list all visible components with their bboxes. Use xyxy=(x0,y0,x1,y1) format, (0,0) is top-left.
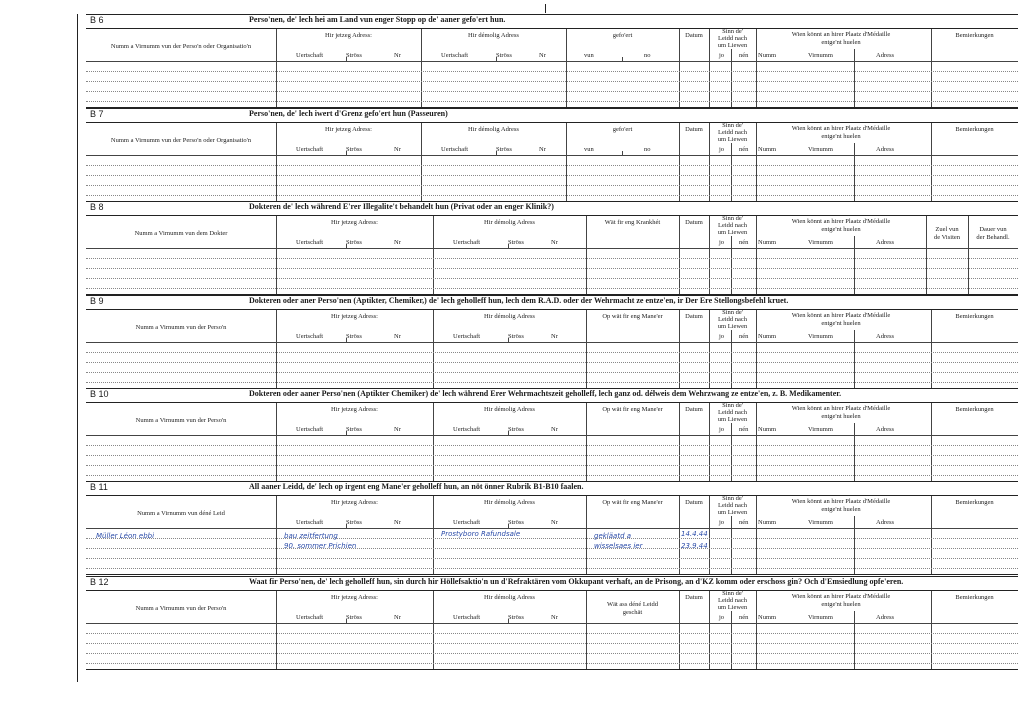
uertschaft-label: Uertschaft xyxy=(296,333,324,340)
medal-header: Wien könnt an hirer Plaatz d'Médaille entge'nt huelen xyxy=(791,498,891,513)
entry-row[interactable] xyxy=(86,633,1018,634)
section-table xyxy=(86,310,1018,389)
maner-header: Op wät fir eng Mane'er xyxy=(602,499,663,506)
entry-row[interactable] xyxy=(86,362,1018,363)
column-divider xyxy=(679,591,680,669)
section-table xyxy=(86,216,1018,295)
uertschaft-label: Uertschaft xyxy=(296,52,324,59)
entry-row[interactable] xyxy=(86,71,1018,72)
jo-label: jo xyxy=(719,146,725,153)
handwritten-manner: wisselsaes ier xyxy=(594,542,643,550)
virnumm-label: Virnumm xyxy=(808,52,833,59)
column-divider xyxy=(586,496,587,574)
medal-col-divider xyxy=(854,143,855,201)
gefoert-header: gefo'ert xyxy=(612,32,633,39)
stross-label: Ströss xyxy=(508,239,524,246)
medal-header: Wien könnt an hirer Plaatz d'Médaille entge'nt huelen xyxy=(791,125,891,140)
column-divider xyxy=(586,216,587,294)
former-address-header: Hir démolig Adress xyxy=(484,313,535,320)
form-page xyxy=(77,14,1016,682)
no-label: no xyxy=(644,52,651,59)
nen-label: nén xyxy=(739,239,749,246)
name-column-header: Numm a Virnumm vun der Perso'n xyxy=(135,417,227,424)
former-address-header: Hir démolig Adress xyxy=(484,499,535,506)
sinn-header: Sinn de' Leidd nach um Liewen xyxy=(717,309,748,330)
medal-col-divider xyxy=(854,516,855,574)
uertschaft-label: Uertschaft xyxy=(453,614,481,621)
vun-label: vun xyxy=(584,52,594,59)
column-divider xyxy=(276,29,277,107)
medal-header: Wien könnt an hirer Plaatz d'Médaille entge'nt huelen xyxy=(791,31,891,46)
section-header xyxy=(86,14,1018,29)
stross-label: Ströss xyxy=(346,614,362,621)
entry-row[interactable] xyxy=(86,278,1018,279)
header-bottom-rule xyxy=(86,342,1018,343)
section-title: Dokteren oder aaner Perso'nen (Aptikter Chemiker) de' lech während Erer Wehrmachtszeit geholleff, lech ganz od. délweis dem Wehrzwang ze entze'en, z. B. Medikamenter. xyxy=(249,389,842,398)
datum-header: Datum xyxy=(685,126,703,133)
former-address-header: Hir démolig Adress xyxy=(468,126,519,133)
section-id: B 8 xyxy=(90,202,104,212)
column-divider xyxy=(679,216,680,294)
entry-row[interactable] xyxy=(86,382,1018,383)
entry-row[interactable] xyxy=(86,268,1018,269)
numm-label: Numm xyxy=(758,146,777,153)
current-address-header: Hir jetzeg Adress: xyxy=(331,594,378,601)
nr-label: Nr xyxy=(551,614,558,621)
section-title: Perso'nen, de' lech hei am Land vun enger Stopp op de' aaner gefo'ert hun. xyxy=(249,15,506,24)
former-address-header: Hir démolig Adress xyxy=(484,406,535,413)
section-id: B 9 xyxy=(90,296,104,306)
medal-header: Wien könnt an hirer Plaatz d'Médaille entge'nt huelen xyxy=(791,312,891,327)
uertschaft-label: Uertschaft xyxy=(453,519,481,526)
nen-label: nén xyxy=(739,52,749,59)
virnumm-label: Virnumm xyxy=(808,333,833,340)
column-divider xyxy=(276,591,277,669)
nen-label: nén xyxy=(739,146,749,153)
sinn-header: Sinn de' Leidd nach um Liewen xyxy=(717,495,748,516)
stross-label: Ströss xyxy=(496,52,512,59)
entry-row[interactable] xyxy=(86,538,1018,539)
column-divider xyxy=(679,29,680,107)
section-table xyxy=(86,591,1018,670)
entry-row[interactable] xyxy=(86,175,1018,176)
header-bottom-rule xyxy=(86,248,1018,249)
entry-row[interactable] xyxy=(86,445,1018,446)
stross-label: Ströss xyxy=(346,426,362,433)
entry-row[interactable] xyxy=(86,455,1018,456)
adress-label: Adress xyxy=(876,333,895,340)
sinn-header: Sinn de' Leidd nach um Liewen xyxy=(717,215,748,236)
bemierkungen-header: Bemierkungen xyxy=(955,594,994,601)
name-column-header: Numm a Virnumm vun der Perso'n xyxy=(135,324,227,331)
column-divider xyxy=(931,123,932,201)
name-column-header: Numm a Virnumm vun der Perso'n xyxy=(135,605,227,612)
zuel-header: Zuel vun de Visiten xyxy=(933,226,961,241)
column-divider xyxy=(931,403,932,481)
section-b12 xyxy=(86,576,1018,670)
handwritten-current-address: 90. sommer Prichien xyxy=(284,542,357,550)
leidd-header: Wät ass déné Leidd geschät xyxy=(606,601,659,616)
numm-label: Numm xyxy=(758,519,777,526)
nr-label: Nr xyxy=(551,426,558,433)
entry-row[interactable] xyxy=(86,258,1018,259)
former-address-header: Hir démolig Adress xyxy=(484,219,535,226)
former-address-header: Hir démolig Adress xyxy=(468,32,519,39)
entry-row[interactable] xyxy=(86,165,1018,166)
entry-row[interactable] xyxy=(86,465,1018,466)
column-divider xyxy=(276,216,277,294)
datum-header: Datum xyxy=(685,219,703,226)
adress-label: Adress xyxy=(876,239,895,246)
column-divider xyxy=(276,310,277,388)
section-b9 xyxy=(86,295,1018,389)
vun-label: vun xyxy=(584,146,594,153)
column-divider xyxy=(931,591,932,669)
section-id: B 6 xyxy=(90,15,104,25)
column-divider xyxy=(421,29,422,107)
header-bottom-rule xyxy=(86,435,1018,436)
nr-label: Nr xyxy=(394,333,401,340)
jo-label: jo xyxy=(719,52,725,59)
jo-label: jo xyxy=(719,614,725,621)
medal-col-divider xyxy=(854,49,855,107)
column-divider xyxy=(679,123,680,201)
handwritten-manner: gekläatd a xyxy=(594,532,632,540)
section-header xyxy=(86,481,1018,496)
name-column-header: Numm a Virnumm vun der Perso'n oder Organisatio'n xyxy=(110,43,252,50)
uertschaft-label: Uertschaft xyxy=(453,333,481,340)
sinn-header: Sinn de' Leidd nach um Liewen xyxy=(717,28,748,49)
stross-label: Ströss xyxy=(508,333,524,340)
nr-label: Nr xyxy=(394,239,401,246)
stross-label: Ströss xyxy=(508,614,524,621)
jo-nen-divider xyxy=(731,49,732,107)
medal-col-divider xyxy=(854,330,855,388)
uertschaft-label: Uertschaft xyxy=(296,519,324,526)
entry-row[interactable] xyxy=(86,352,1018,353)
column-divider xyxy=(679,403,680,481)
virnumm-label: Virnumm xyxy=(808,146,833,153)
current-address-header: Hir jetzeg Adress: xyxy=(325,126,372,133)
medal-col-divider xyxy=(854,236,855,294)
stross-label: Ströss xyxy=(496,146,512,153)
nr-label: Nr xyxy=(394,426,401,433)
column-divider xyxy=(931,29,932,107)
header-bottom-rule xyxy=(86,528,1018,529)
column-divider xyxy=(931,496,932,574)
column-divider xyxy=(586,403,587,481)
nen-label: nén xyxy=(739,519,749,526)
column-divider xyxy=(566,123,567,201)
datum-header: Datum xyxy=(685,594,703,601)
adress-label: Adress xyxy=(876,146,895,153)
medal-col-divider xyxy=(854,611,855,669)
bemierkungen-header: Bemierkungen xyxy=(955,32,994,39)
uertschaft-label: Uertschaft xyxy=(453,239,481,246)
entry-row[interactable] xyxy=(86,91,1018,92)
jo-label: jo xyxy=(719,333,725,340)
nr-label: Nr xyxy=(551,333,558,340)
column-divider xyxy=(276,123,277,201)
numm-label: Numm xyxy=(758,614,777,621)
section-table xyxy=(86,496,1018,575)
section-table xyxy=(86,123,1018,202)
nr-label: Nr xyxy=(394,519,401,526)
krankheet-header: Wät fir eng Krankhét xyxy=(604,219,661,226)
entry-row[interactable] xyxy=(86,663,1018,664)
datum-header: Datum xyxy=(685,499,703,506)
entry-row[interactable] xyxy=(86,185,1018,186)
name-column-header: Numm a Virnumm vun dem Dokter xyxy=(134,230,228,237)
section-title: Dokteren de' lech während E'rer Illegalite't behandelt hun (Privat oder an enger Klinik?) xyxy=(249,202,554,211)
virnumm-label: Virnumm xyxy=(808,614,833,621)
numm-label: Numm xyxy=(758,333,777,340)
column-divider xyxy=(276,496,277,574)
section-b8 xyxy=(86,201,1018,295)
uertschaft-label: Uertschaft xyxy=(453,426,481,433)
section-title: Dokteren oder aner Perso'nen (Aptikter, Chemiker,) de' lech geholleff hun, lech dem R.A.D. oder der Wehrmacht ze entze'en, ir Der Ere Stellongsbefehl kruet. xyxy=(249,296,789,305)
entry-row[interactable] xyxy=(86,558,1018,559)
adress-label: Adress xyxy=(876,52,895,59)
section-header xyxy=(86,201,1018,216)
current-address-header: Hir jetzeg Adress: xyxy=(331,219,378,226)
handwritten-name: Müller Léon ebbi xyxy=(96,532,155,540)
jo-nen-divider xyxy=(731,236,732,294)
stross-label: Ströss xyxy=(346,519,362,526)
column-divider xyxy=(679,310,680,388)
current-address-header: Hir jetzeg Adress: xyxy=(331,499,378,506)
bemierkungen-header: Bemierkungen xyxy=(955,313,994,320)
virnumm-label: Virnumm xyxy=(808,426,833,433)
entry-row[interactable] xyxy=(86,81,1018,82)
section-b6 xyxy=(86,14,1018,108)
adress-label: Adress xyxy=(876,519,895,526)
section-header xyxy=(86,576,1018,591)
nr-label: Nr xyxy=(551,239,558,246)
section-header xyxy=(86,108,1018,123)
nr-label: Nr xyxy=(394,614,401,621)
current-address-header: Hir jetzeg Adress: xyxy=(325,32,372,39)
virnumm-label: Virnumm xyxy=(808,239,833,246)
nr-label: Nr xyxy=(539,52,546,59)
section-header xyxy=(86,388,1018,403)
jo-label: jo xyxy=(719,239,725,246)
section-title: All aaner Leidd, de' lech op irgent eng Mane'er geholleff hun, an nöt önner Rubrik B1-B10 faalen. xyxy=(249,482,584,491)
datum-header: Datum xyxy=(685,313,703,320)
maner-header: Op wät fir eng Mane'er xyxy=(602,406,663,413)
header-bottom-rule xyxy=(86,155,1018,156)
section-id: B 10 xyxy=(90,389,109,399)
entry-row[interactable] xyxy=(86,288,1018,289)
column-divider xyxy=(433,403,434,481)
dauer-header: Dauer vun der Behandl. xyxy=(976,226,1010,241)
bemierkungen-header: Bemierkungen xyxy=(955,499,994,506)
bemierkungen-header: Bemierkungen xyxy=(955,126,994,133)
handwritten-current-address: bau zeitfertung xyxy=(284,532,338,540)
section-b11 xyxy=(86,481,1018,575)
jo-nen-divider xyxy=(731,423,732,481)
section-title: Waat fir Perso'nen, de' lech geholleff hun, sin durch hir Höllefsaktio'n un d'Refraktären vom Okkupant verhaft, an de Prisong, an d'KZ komm oder erschoss gin? Och d'Emsiedlung opfe'eren. xyxy=(249,577,904,586)
section-id: B 12 xyxy=(90,577,109,587)
numm-label: Numm xyxy=(758,426,777,433)
uertschaft-label: Uertschaft xyxy=(441,52,469,59)
nen-label: nén xyxy=(739,614,749,621)
header-bottom-rule xyxy=(86,623,1018,624)
jo-nen-divider xyxy=(731,143,732,201)
column-divider xyxy=(433,310,434,388)
entry-row[interactable] xyxy=(86,101,1018,102)
column-divider xyxy=(433,496,434,574)
column-divider xyxy=(566,29,567,107)
numm-label: Numm xyxy=(758,52,777,59)
entry-row[interactable] xyxy=(86,643,1018,644)
datum-header: Datum xyxy=(685,32,703,39)
section-header xyxy=(86,295,1018,310)
nen-label: nén xyxy=(739,426,749,433)
medal-col-divider xyxy=(854,423,855,481)
nr-label: Nr xyxy=(394,52,401,59)
medal-header: Wien könnt an hirer Plaatz d'Médaille entge'nt huelen xyxy=(791,593,891,608)
uertschaft-label: Uertschaft xyxy=(296,614,324,621)
nr-label: Nr xyxy=(394,146,401,153)
sinn-header: Sinn de' Leidd nach um Liewen xyxy=(717,590,748,611)
column-divider xyxy=(433,216,434,294)
jo-nen-divider xyxy=(731,516,732,574)
jo-nen-divider xyxy=(731,330,732,388)
section-b10 xyxy=(86,388,1018,482)
uertschaft-label: Uertschaft xyxy=(296,426,324,433)
column-divider xyxy=(679,496,680,574)
section-id: B 7 xyxy=(90,109,104,119)
top-mark xyxy=(545,4,546,13)
section-table xyxy=(86,29,1018,108)
column-divider xyxy=(433,591,434,669)
medal-header: Wien könnt an hirer Plaatz d'Médaille entge'nt huelen xyxy=(791,405,891,420)
entry-row[interactable] xyxy=(86,548,1018,549)
jo-label: jo xyxy=(719,519,725,526)
current-address-header: Hir jetzeg Adress: xyxy=(331,406,378,413)
bemierkungen-header: Bemierkungen xyxy=(955,406,994,413)
stross-label: Ströss xyxy=(346,52,362,59)
nen-label: nén xyxy=(739,333,749,340)
uertschaft-label: Uertschaft xyxy=(441,146,469,153)
header-bottom-rule xyxy=(86,61,1018,62)
section-title: Perso'nen, de' lech iwert d'Grenz gefo'ert hun (Passeuren) xyxy=(249,109,448,118)
section-b7 xyxy=(86,108,1018,202)
handwritten-former-address: Prostyboro Rafundsale xyxy=(441,530,521,538)
name-column-header: Numm a Virnumm vun déné Leid xyxy=(137,510,225,517)
stross-label: Ströss xyxy=(508,519,524,526)
jo-nen-divider xyxy=(731,611,732,669)
former-address-header: Hir démolig Adress xyxy=(484,594,535,601)
sinn-header: Sinn de' Leidd nach um Liewen xyxy=(717,402,748,423)
entry-row[interactable] xyxy=(86,568,1018,569)
adress-label: Adress xyxy=(876,426,895,433)
nr-label: Nr xyxy=(539,146,546,153)
entry-row[interactable] xyxy=(86,653,1018,654)
datum-header: Datum xyxy=(685,406,703,413)
uertschaft-label: Uertschaft xyxy=(296,146,324,153)
stross-label: Ströss xyxy=(508,426,524,433)
column-divider xyxy=(586,310,587,388)
section-id: B 11 xyxy=(90,482,108,492)
gefoert-header: gefo'ert xyxy=(612,126,633,133)
column-divider xyxy=(931,310,932,388)
section-table xyxy=(86,403,1018,482)
entry-row[interactable] xyxy=(86,475,1018,476)
numm-label: Numm xyxy=(758,239,777,246)
nr-label: Nr xyxy=(551,519,558,526)
adress-label: Adress xyxy=(876,614,895,621)
uertschaft-label: Uertschaft xyxy=(296,239,324,246)
handwritten-date: 23.9.44 xyxy=(681,542,708,550)
column-divider xyxy=(421,123,422,201)
no-label: no xyxy=(644,146,651,153)
entry-row[interactable] xyxy=(86,372,1018,373)
stross-label: Ströss xyxy=(346,333,362,340)
current-address-header: Hir jetzeg Adress: xyxy=(331,313,378,320)
jo-label: jo xyxy=(719,426,725,433)
stross-label: Ströss xyxy=(346,146,362,153)
virnumm-label: Virnumm xyxy=(808,519,833,526)
sinn-header: Sinn de' Leidd nach um Liewen xyxy=(717,122,748,143)
handwritten-date: 14.4.44 xyxy=(681,530,708,538)
name-column-header: Numm a Virnumm vun der Perso'n oder Organisatio'n xyxy=(110,137,252,144)
medal-header: Wien könnt an hirer Plaatz d'Médaille entge'nt huelen xyxy=(791,218,891,233)
maner-header: Op wät fir eng Mane'er xyxy=(602,313,663,320)
entry-row[interactable] xyxy=(86,195,1018,196)
stross-label: Ströss xyxy=(346,239,362,246)
column-divider xyxy=(276,403,277,481)
